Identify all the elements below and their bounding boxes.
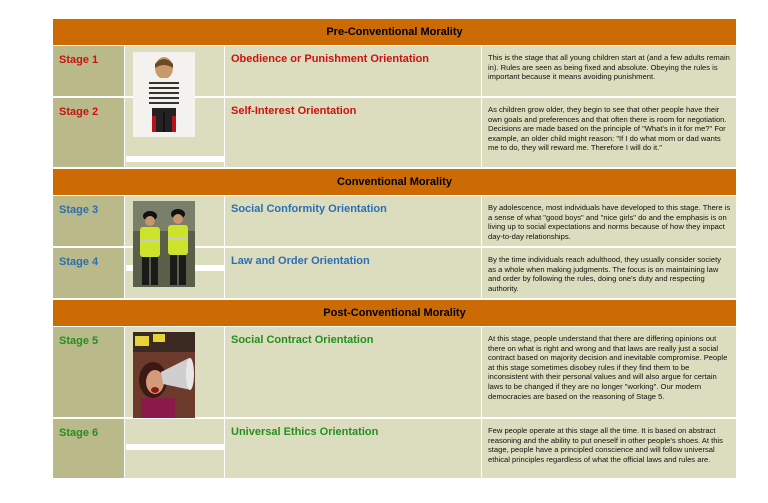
stage-description: By the time individuals reach adulthood, they usually consider society as a whole when making judgments. The focus is on maintaining law and order by following the rules, doing one's duty and respecting authority. (482, 248, 736, 298)
stage-description: This is the stage that all young children start at (and a few adults remain in). Rules are seen as being fixed and absolute. Obeying the rules is important because it means avoiding punishment. (482, 46, 736, 96)
stage-name: Self-Interest Orientation (225, 98, 482, 167)
stage-description: At this stage, people understand that there are differing opinions out there on what is right and wrong and that laws are really just a social contract based on majority decision and inevitable compromise. People at this stage sometimes disobey rules if they find them to be inconsistent with their personal values and will also argue for certain laws to be changed if they are no longer "working". Our modern democracies are based on the reasoning of Stage 5. (482, 327, 736, 417)
kohlberg-stages-table (53, 19, 736, 480)
stage-description: Few people operate at this stage all the time. It is based on abstract reasoning and the ability to put oneself in other people's shoes. At this stage, people have a principled conscience and will follow universal ethical principles regardless of what the official laws and rules are. (482, 419, 736, 478)
police-officers-photo (133, 201, 195, 287)
stage-label: Stage 6 (53, 419, 125, 478)
stage-description: By adolescence, most individuals have developed to this stage. There is a sense of what "good boys" and "nice girls" do and the emphasis is on living up to social expectations and norms because of how they impact day-to-day relationships. (482, 196, 736, 246)
section-header: Post-Conventional Morality (53, 300, 736, 327)
section-pre-conventional (53, 19, 736, 169)
section-conventional (53, 169, 736, 300)
stage-name: Law and Order Orientation (225, 248, 482, 298)
section-header: Pre-Conventional Morality (53, 19, 736, 46)
section-header: Conventional Morality (53, 169, 736, 196)
stage-name: Universal Ethics Orientation (225, 419, 482, 478)
section-post-conventional (53, 300, 736, 480)
stage-name: Social Conformity Orientation (225, 196, 482, 246)
stage-name: Obedience or Punishment Orientation (225, 46, 482, 96)
child-illustration (133, 52, 195, 137)
protester-megaphone-photo (133, 332, 195, 418)
stage-description: As children grow older, they begin to see that other people have their own goals and preferences and that often there is room for negotiation. Decisions are made based on the principle of "What's in it for me?" For example, an older child might reason: "If I do what mom or dad wants me to do, they will reward me. Therefore I will do it." (482, 98, 736, 167)
stage-label: Stage 1 (53, 46, 125, 96)
stage-label: Stage 4 (53, 248, 125, 298)
stage-name: Social Contract Orientation (225, 327, 482, 417)
stage-label: Stage 3 (53, 196, 125, 246)
stage-label: Stage 2 (53, 98, 125, 167)
stage-label: Stage 5 (53, 327, 125, 417)
